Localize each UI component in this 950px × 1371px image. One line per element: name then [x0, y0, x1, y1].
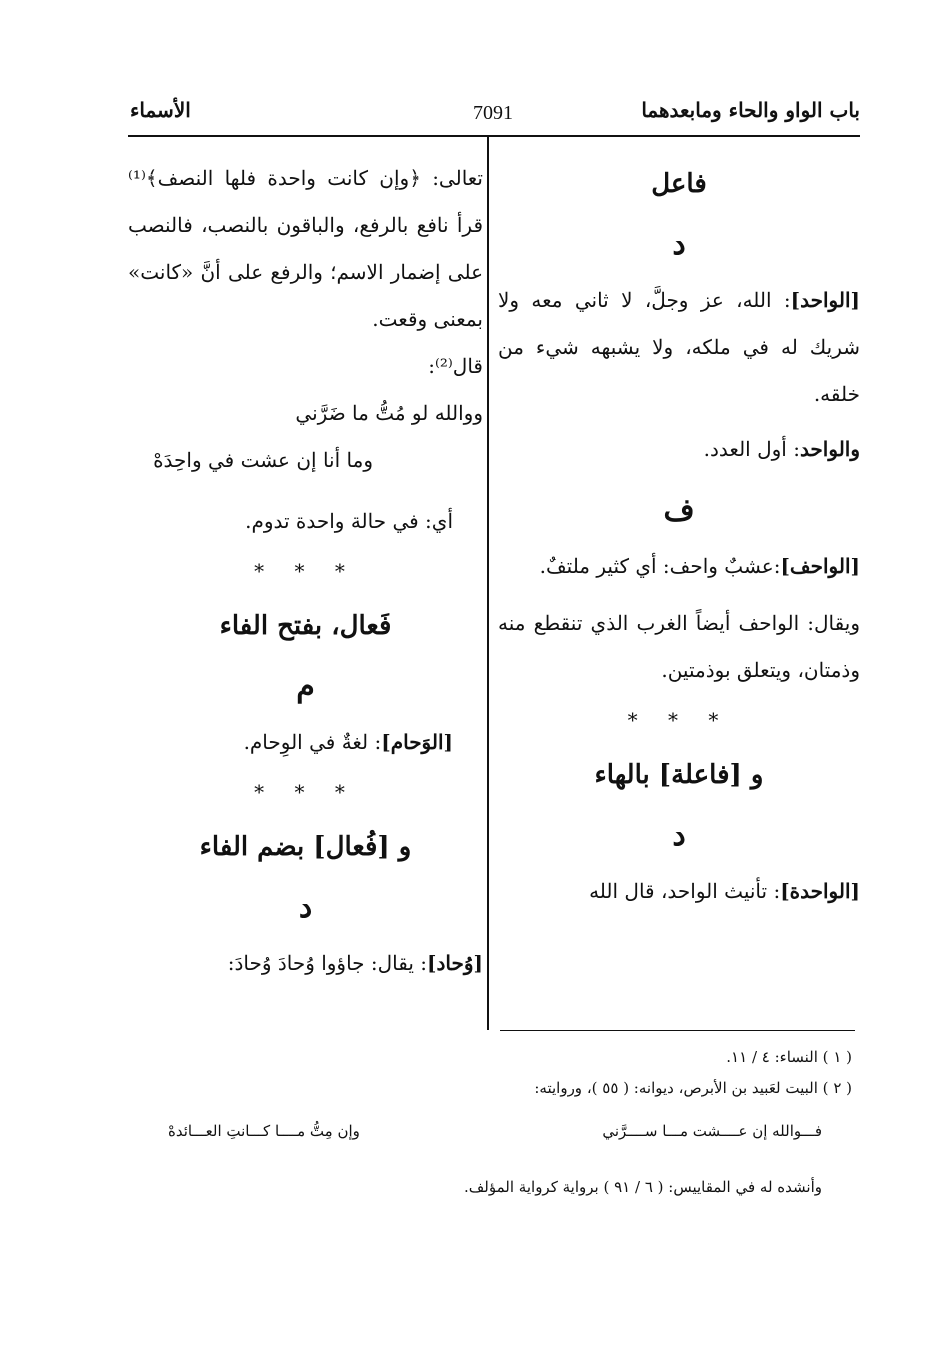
entry-definition: : لغةٌ في الوِحام.	[243, 730, 382, 754]
root-letter-heading: د	[298, 890, 313, 925]
entry-definition: : يقال: جاؤوا وُحادَ وُحادَ:	[227, 951, 428, 975]
entry-term: [الواحدة]	[780, 879, 860, 903]
entry-term: [الوَحام]	[381, 730, 453, 754]
quran-commentary: تعالى: ﴿وإن كانت واحدة فلها النصف﴾⁽¹⁾ قرأ نافع بالرفع، والباقون بالنصب، فالنصب على إضمار الاسم؛ والرفع على أنَّ «كانت» بمعنى وقعت.	[128, 166, 483, 331]
section-title: الأسماء	[130, 98, 191, 122]
verse-hemistich-2: وما أنا إن عشت في واحِدَهْ	[153, 448, 373, 472]
entry-definition: : الله، عز وجلَّ، لا ثاني معه ولا شريك له في ملكه، ولا يشبهه شيء من خلقه.	[498, 288, 860, 406]
entry-wahif-2: ويقال: الواحف أيضاً الغرب الذي تنقطع منه وذمتان، ويتعلق بوذمتين.	[498, 611, 860, 682]
footnote-verse	[128, 1122, 852, 1172]
entry-wuhad	[128, 940, 483, 987]
entry-term: والواحد	[799, 437, 860, 461]
entry-wahid	[498, 277, 860, 418]
entry-waham	[128, 719, 483, 766]
footnote-verse-hemistich-2: وإن مِتُّ مــــا كـــانتِ العـــائدهْ	[168, 1122, 360, 1140]
section-separator: * * *	[254, 559, 357, 583]
footnote-2: ( ٢ ) البيت لعَبيد بن الأبرص، ديوانه: ( ٥٥ )، وروايته:	[534, 1079, 852, 1097]
footnote-3: وأنشده له في المقاييس: ( ٦ / ٩١ ) برواية كرواية المؤلف.	[464, 1178, 822, 1196]
root-letter-heading: د	[672, 227, 686, 262]
pattern-heading: و [فاعلة] بالهاء	[594, 760, 764, 790]
entry-wahif	[498, 543, 860, 590]
footnote-rule	[500, 1030, 855, 1031]
entry-definition: :عشبٌ واحف: أي كثير ملتفٌ.	[539, 554, 781, 578]
left-column	[128, 155, 483, 987]
right-column	[498, 155, 860, 915]
page-header	[128, 98, 860, 134]
header-rule	[128, 135, 860, 137]
entry-definition: : تأنيث الواحد، قال الله	[589, 879, 781, 903]
verse-hemistich-1: ووالله لو مُتُّ ما ضَرَّني	[295, 401, 483, 425]
pattern-heading: و [فُعال] بضم الفاء	[199, 832, 412, 862]
section-separator: * * *	[254, 780, 357, 804]
pattern-heading: فَعال، بفتح الفاء	[219, 611, 392, 641]
poetry-intro: قال⁽²⁾:	[428, 354, 483, 378]
section-separator: * * *	[627, 708, 731, 732]
root-letter-heading: د	[672, 818, 686, 853]
entry-definition: : أول العدد.	[703, 437, 800, 461]
page-number: 7091	[473, 102, 513, 124]
footnotes	[128, 1042, 852, 1203]
entry-wahid-number	[498, 426, 860, 473]
entry-wahida	[498, 868, 860, 915]
chapter-title: باب الواو والحاء ومابعدهما	[641, 98, 860, 122]
root-letter-heading: ف	[663, 493, 695, 528]
column-divider	[487, 136, 489, 1030]
pattern-heading: فاعل	[651, 169, 707, 199]
entry-term: [الواحف]	[780, 554, 860, 578]
footnote-verse-hemistich-1: فـــوالله إن عــــشت مـــا ســــرَّني	[602, 1122, 822, 1140]
entry-term: [الواحد]	[790, 288, 860, 312]
footnote-1: ( ١ ) النساء: ٤ / ١١.	[726, 1048, 852, 1066]
root-letter-heading: م	[296, 669, 315, 704]
verse-explanation: أي: في حالة واحدة تدوم.	[245, 509, 453, 533]
entry-term: [وُحاد]	[427, 951, 483, 975]
